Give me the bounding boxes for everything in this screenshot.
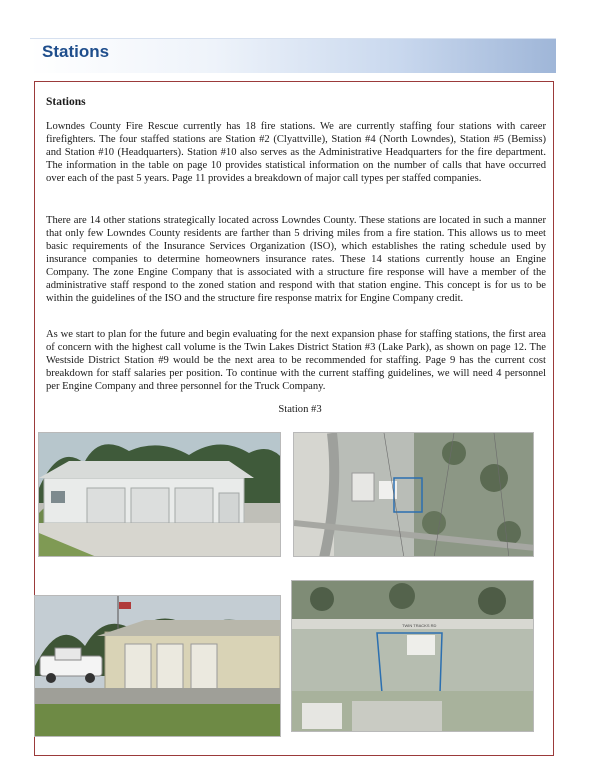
photo-caption: Station #3: [278, 404, 322, 415]
station-side-photo: [34, 595, 281, 737]
paragraph-staffed-stations: Lowndes County Fire Rescue currently has 18 fire stations. We are currently staffing four stations with career firefighters. The four staffed stations are Station #2 (Clyattville), Station #4 (North Lowndes), Station #5 (Bemiss) and Station #10 (Headquarters). Station #10 also serves as the Administrative Headquarters for the fire department. The information in the table on page 10 provides statistical information on the number of calls that have occurred over each of the past 5 years. Page 11 provides a breakdown of major call types per staffed companies.: [46, 121, 546, 184]
map-road-label: TWIN TRACKS RD: [402, 623, 437, 628]
aerial-map-photo-2: [291, 580, 534, 732]
aerial-map-photo-1: [293, 432, 534, 557]
paragraph-other-stations: There are 14 other stations strategically located across Lowndes County. These stations are located in such a manner that only few Lowndes County residents are farther than 5 driving miles from a fire station. This allows us to meet basic requirements of the Insurance Services Organization (ISO), which establishes the rating schedule used by insurance companies to determine homeowners insurance rates. These 14 stations currently house an Engine Company. The zone Engine Company that is associated with a structure fire response will have a member of the administrative staff respond to the zoned station and respond with that station engine. This concept is for us to be within the guidelines of the ISO and the structure fire response matrix for Engine Company credit.: [46, 215, 546, 304]
station-front-photo: [38, 432, 281, 557]
paragraph-expansion-plan: As we start to plan for the future and begin evaluating for the next expansion phase for staffing stations, the first area of concern with the highest call volume is the Twin Lakes District Station #3 (Lake Park), as shown on page 12. The Westside District Station #9 would be the next area to be recommended for staffing. Page 9 has the current cost breakdown for staff salaries per position. To continue with the current staffing guidelines, we will need 4 personnel per Engine Company and three personnel for the Truck Company.: [46, 329, 546, 392]
section-heading: Stations: [46, 96, 86, 108]
page-title: Stations: [42, 42, 110, 61]
